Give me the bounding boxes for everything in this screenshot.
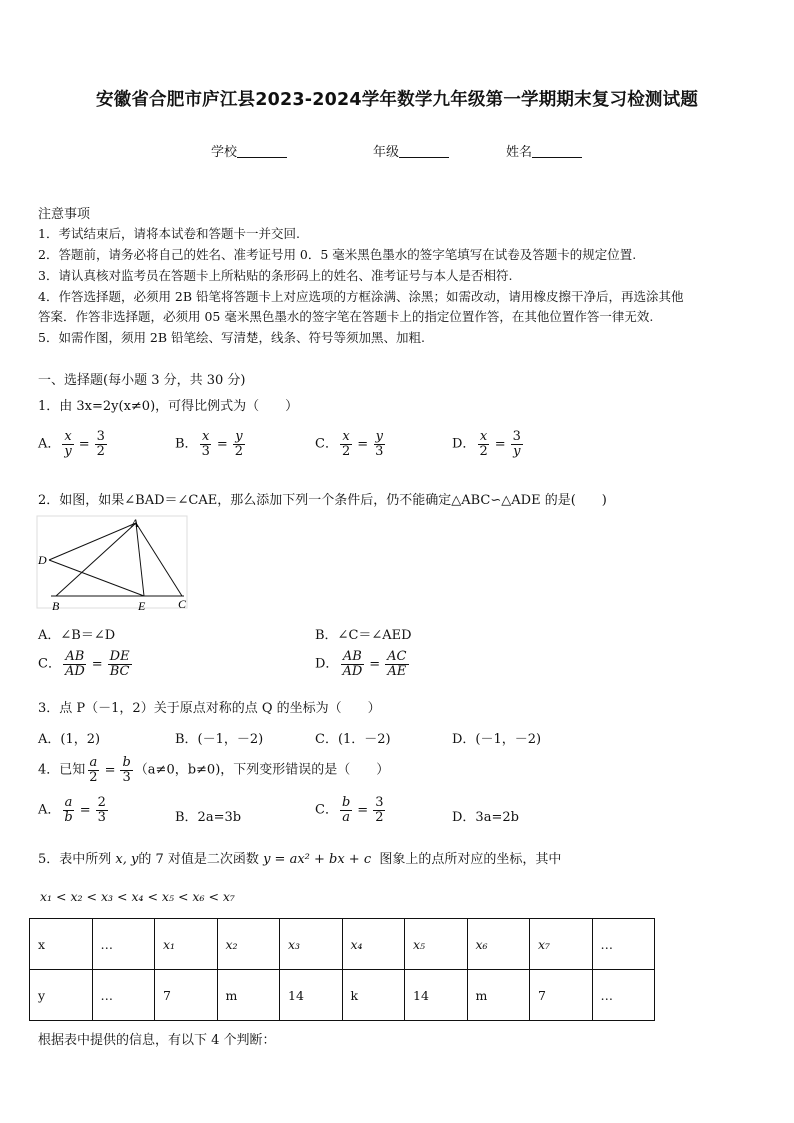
- segment-de: [49, 560, 144, 596]
- note-item: 5．如需作图，须用 2B 铅笔绘、写清楚，线条、符号等须加黑、加粗.: [38, 330, 426, 345]
- q2-option-a[interactable]: A．∠B＝∠D: [38, 628, 116, 643]
- point-d-label: D: [38, 553, 47, 567]
- table-cell: 14: [405, 970, 468, 1021]
- q5-order: x₁ < x₂ < x₃ < x₄ < x₅ < x₆ < x₇: [40, 889, 235, 904]
- q5-vars: x, y: [115, 852, 139, 867]
- table-cell: x₅: [405, 919, 468, 970]
- note-item: 3．请认真核对监考员在答题卡上所粘贴的条形码上的姓名、准考证号与本人是否相符.: [38, 268, 513, 283]
- table-cell: x₁: [155, 919, 218, 970]
- school-label: 学校: [211, 145, 238, 160]
- table-cell: …: [592, 919, 655, 970]
- note-item: 1．考试结束后，请将本试卷和答题卡一并交回.: [38, 226, 300, 241]
- note-item: 4．作答选择题，必须用 2B 铅笔将答题卡上对应选项的方框涂满、涂黑；如需改动，请用橡皮擦干净后，再选涂其他: [38, 289, 684, 304]
- q4-option-b[interactable]: B．2a=3b: [175, 810, 242, 825]
- q3-option-a[interactable]: A．(1，2): [38, 732, 101, 747]
- table-cell: m: [467, 970, 530, 1021]
- q2-option-b[interactable]: B．∠C＝∠AED: [315, 628, 412, 643]
- note-item: 2．答题前，请务必将自己的姓名、准考证号用 0．5 毫米黑色墨水的签字笔填写在试卷及答题卡的规定位置.: [38, 247, 637, 262]
- table-cell: x₇: [530, 919, 593, 970]
- table-cell: …: [92, 919, 155, 970]
- table-cell: …: [92, 970, 155, 1021]
- table-cell: 7: [155, 970, 218, 1021]
- q1-option-d[interactable]: D． $\frac{x}{2}$ = $\frac{3}{y}$: [452, 429, 521, 459]
- q1-option-c[interactable]: C． $\frac{x}{2}$ = $\frac{y}{3}$: [315, 429, 384, 459]
- q4-stem: 4．已知 $\frac{a}{2}$ = $\frac{b}{3}$ （a≠0，b≠0)，下列变形错误的是（ ）: [38, 755, 390, 785]
- q1-option-b[interactable]: B． $\frac{x}{3}$ = $\frac{y}{2}$: [175, 429, 244, 459]
- table-cell: …: [592, 970, 655, 1021]
- grade-field[interactable]: [373, 141, 449, 160]
- point-c-label: C: [178, 597, 187, 611]
- q5-function: y = ax² + bx + c: [263, 852, 372, 867]
- notes-title: 注意事项: [38, 207, 91, 222]
- table-cell: k: [342, 970, 405, 1021]
- school-blank[interactable]: [237, 143, 287, 158]
- table-cell: 14: [280, 970, 343, 1021]
- q3-option-b[interactable]: B．(－1，－2): [175, 732, 264, 747]
- grade-blank[interactable]: [399, 143, 449, 158]
- q3-stem: 3．点 P（－1，2）关于原点对称的点 Q 的坐标为（ ）: [38, 701, 381, 716]
- table-cell: 7: [530, 970, 593, 1021]
- q2-option-d[interactable]: D． $\frac{AB}{AD}$ = $\frac{AC}{AE}$: [315, 649, 407, 679]
- q3-option-c[interactable]: C．(1．－2): [315, 732, 391, 747]
- table-cell: y: [30, 970, 93, 1021]
- q4-option-a[interactable]: A． $\frac{a}{b}$ = $\frac{2}{3}$: [38, 795, 106, 825]
- segment-ab: [56, 523, 136, 596]
- table-cell: x₂: [217, 919, 280, 970]
- grade-label: 年级: [373, 145, 400, 160]
- school-field[interactable]: [211, 141, 287, 160]
- q4-option-d[interactable]: D．3a=2b: [452, 810, 519, 825]
- point-a-label: A: [131, 516, 139, 530]
- note-item: 答案．作答非选择题，必须用 05 毫米黑色墨水的签字笔在答题卡上的指定位置作答，在其他位置作答一律无效.: [38, 309, 654, 324]
- q4-option-c[interactable]: C． $\frac{b}{a}$ = $\frac{3}{2}$: [315, 795, 384, 825]
- table-cell: x₄: [342, 919, 405, 970]
- table-row: [30, 919, 655, 970]
- name-label: 姓名: [506, 145, 533, 160]
- point-b-label: B: [52, 599, 60, 613]
- segment-ad: [49, 523, 136, 560]
- table-cell: x₃: [280, 919, 343, 970]
- q5-footer: 根据表中提供的信息，有以下 4 个判断：: [38, 1033, 276, 1048]
- table-cell: m: [217, 970, 280, 1021]
- q3-option-d[interactable]: D．(－1，－2): [452, 732, 542, 747]
- table-cell: x₆: [467, 919, 530, 970]
- point-e-label: E: [138, 599, 146, 613]
- q5-stem: 5．表中所列 x, y的 7 对值是二次函数 y = ax² + bx + c 图象上的点所对应的坐标，其中: [38, 852, 562, 867]
- name-field[interactable]: [506, 141, 582, 160]
- q2-option-c[interactable]: C． $\frac{AB}{AD}$ = $\frac{DE}{BC}$: [38, 649, 130, 679]
- q5-value-table: [29, 918, 655, 1021]
- table-row: [30, 970, 655, 1021]
- q2-stem: 2．如图，如果∠BAD＝∠CAE，那么添加下列一个条件后，仍不能确定△ABC∽△ADE 的是( ): [38, 493, 607, 508]
- name-blank[interactable]: [532, 143, 582, 158]
- q1-option-a[interactable]: A． $\frac{x}{y}$ = $\frac{3}{2}$: [38, 429, 105, 459]
- table-cell: x: [30, 919, 93, 970]
- figure-frame: [37, 516, 187, 608]
- q2-triangle-figure: [36, 514, 192, 614]
- page-title: 安徽省合肥市庐江县2023-2024学年数学九年级第一学期期末复习检测试题: [95, 90, 699, 110]
- q1-stem: 1．由 3x=2y(x≠0)，可得比例式为（ ）: [38, 399, 299, 414]
- section-heading: 一、选择题(每小题 3 分，共 30 分): [38, 373, 246, 388]
